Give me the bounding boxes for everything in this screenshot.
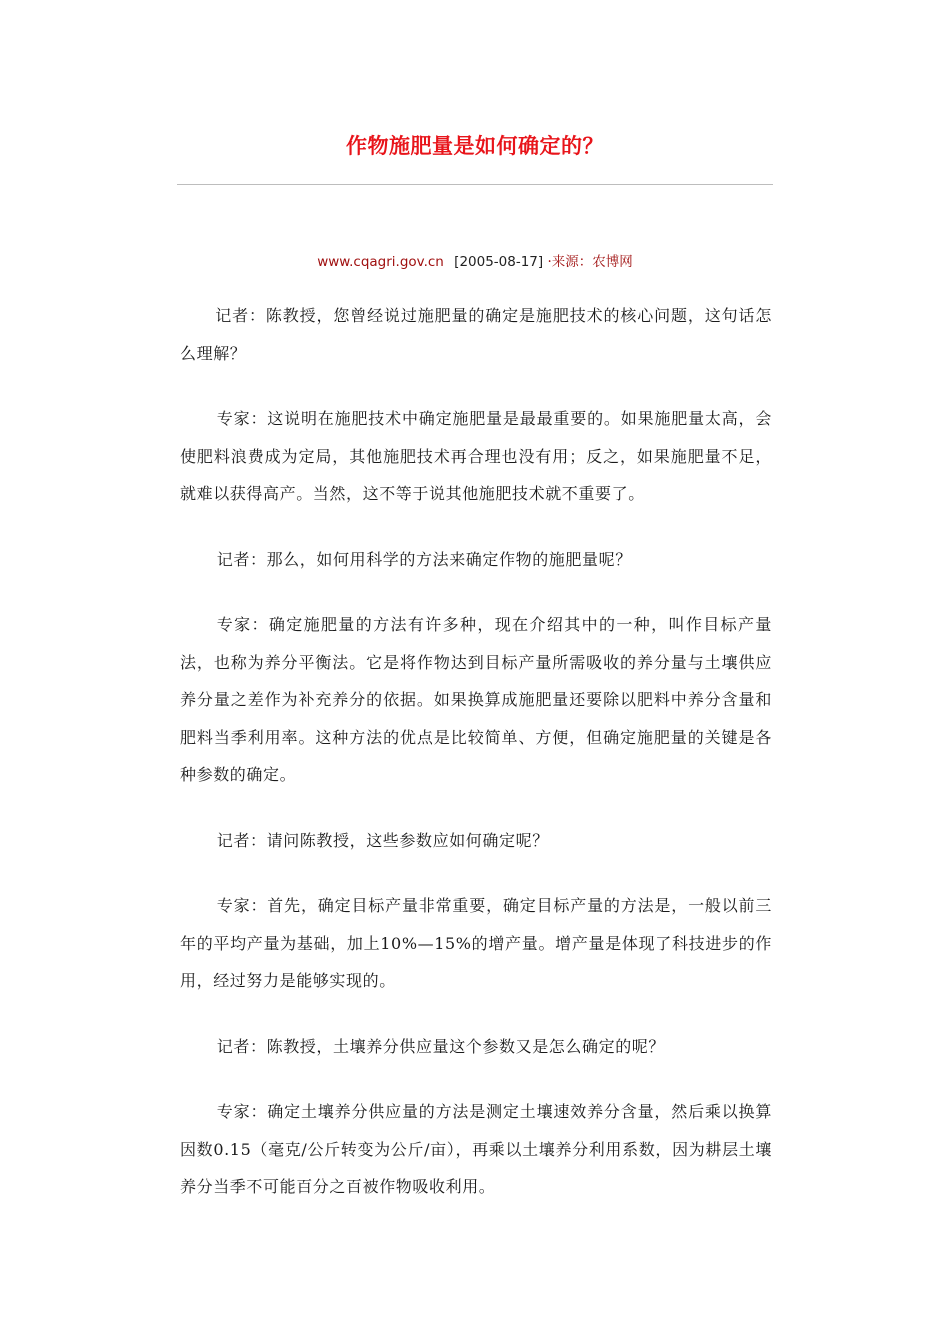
paragraph: 专家：确定土壤养分供应量的方法是测定土壤速效养分含量，然后乘以换算因数0.15（毫克/公斤转变为公斤/亩），再乘以土壤养分利用系数，因为耕层土壤养分当季不可能百分之百被作物吸收利用。 xyxy=(180,1102,772,1196)
source-url: www.cqagri.gov.cn xyxy=(317,254,444,270)
publish-date: [2005-08-17] xyxy=(454,254,544,270)
paragraph: 专家：确定施肥量的方法有许多种，现在介绍其中的一种，叫作目标产量法，也称为养分平衡法。它是将作物达到目标产量所需吸收的养分量与土壤供应养分量之差作为补充养分的依据。如果换算成施肥量还要除以肥料中养分含量和肥料当季利用率。这种方法的优点是比较简单、方便，但确定施肥量的关键是各种参数的确定。 xyxy=(180,615,772,784)
paragraph: 记者：请问陈教授，这些参数应如何确定呢？ xyxy=(216,830,549,850)
paragraph: 专家：这说明在施肥技术中确定施肥量是最最重要的。如果施肥量太高，会使肥料浪费成为定局，其他施肥技术再合理也没有用；反之，如果施肥量不足，就难以获得高产。当然，这不等于说其他施肥技术就不重要了。 xyxy=(180,409,772,503)
article-title: 作物施肥量是如何确定的？ xyxy=(346,133,604,158)
paragraph: 记者：那么，如何用科学的方法来确定作物的施肥量呢？ xyxy=(216,549,632,569)
paragraph: 专家：首先，确定目标产量非常重要，确定目标产量的方法是，一般以前三年的平均产量为基础，加上10%—15%的增产量。增产量是体现了科技进步的作用，经过努力是能够实现的。 xyxy=(180,896,772,990)
source-label: ·来源：农博网 xyxy=(547,254,633,270)
paragraph: 记者：陈教授，土壤养分供应量这个参数又是怎么确定的呢？ xyxy=(216,1036,665,1056)
title-divider xyxy=(177,184,773,185)
paragraph: 记者：陈教授，您曾经说过施肥量的确定是施肥技术的核心问题，这句话怎么理解？ xyxy=(180,306,772,363)
article-source-line xyxy=(0,250,950,270)
article-body xyxy=(180,297,772,1234)
